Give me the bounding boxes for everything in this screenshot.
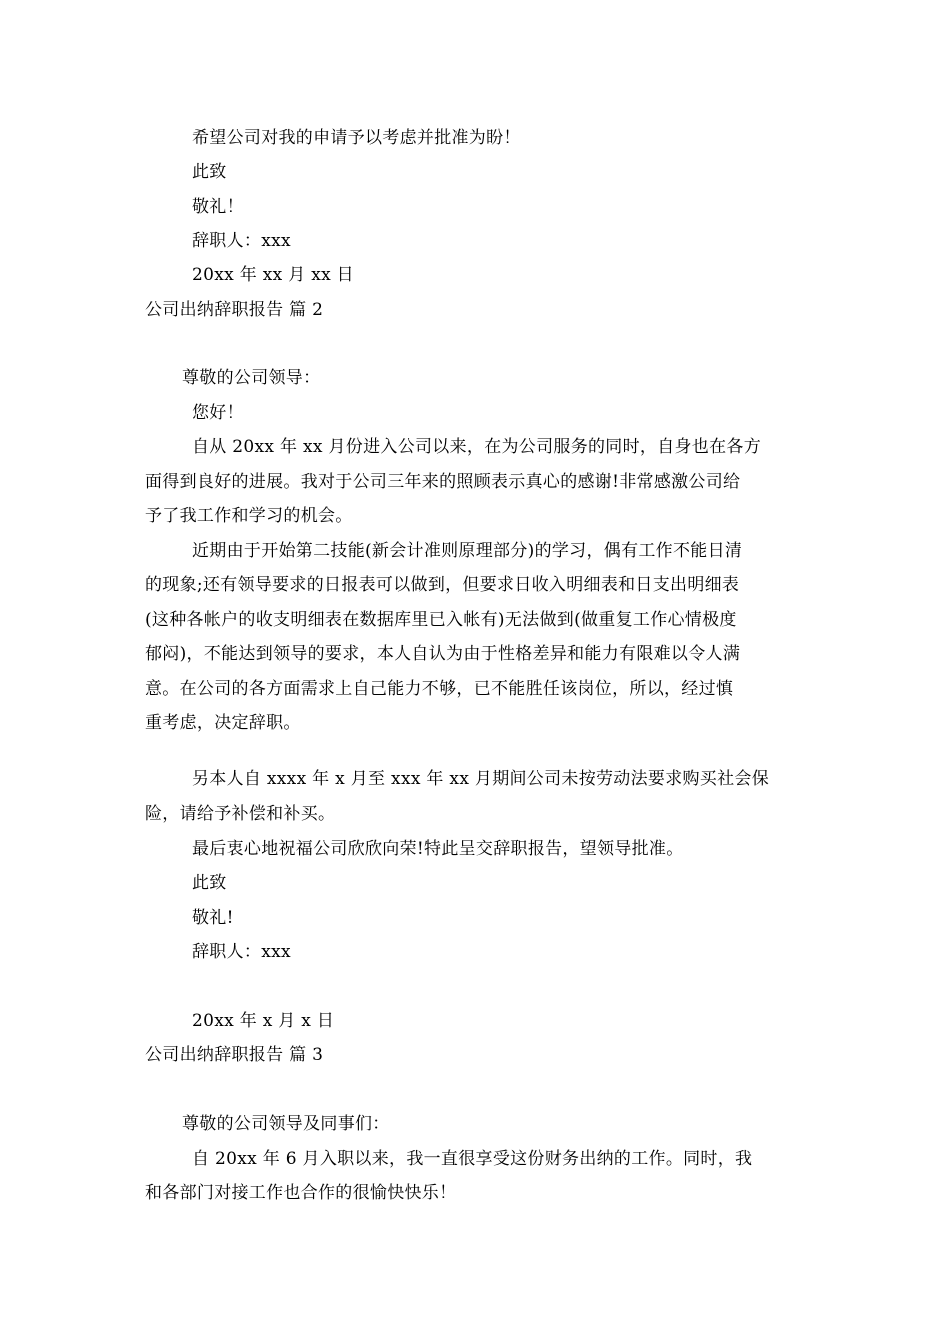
section2-heading: 公司出纳辞职报告 篇 2: [145, 300, 324, 320]
section2-greeting: 尊敬的公司领导：: [182, 368, 321, 388]
section2-p1-line2: 面得到良好的进展。我对于公司三年来的照顾表示真心的感谢!非常感激公司给: [145, 472, 741, 492]
section2-p2-line1: 近期由于开始第二技能(新会计准则原理部分)的学习，偶有工作不能日清: [192, 541, 743, 561]
section2-salute: 敬礼!: [192, 908, 234, 928]
section2-p3-line2: 险，请给予补偿和补买。: [145, 804, 336, 824]
section1-salute: 敬礼！: [192, 197, 244, 217]
section2-p2-line2: 的现象;还有领导要求的日报表可以做到，但要求日收入明细表和日支出明细表: [145, 575, 740, 595]
section3-p1-line1: 自 20xx 年 6 月入职以来，我一直很享受这份财务出纳的工作。同时，我: [192, 1149, 753, 1169]
section2-p2-line5: 意。在公司的各方面需求上自己能力不够，已不能胜任该岗位，所以，经过慎: [145, 679, 734, 699]
section2-p2-line4: 郁闷)，不能达到领导的要求，本人自认为由于性格差异和能力有限难以令人满: [145, 644, 741, 664]
section2-closing: 此致: [192, 873, 227, 893]
section2-p1-line3: 予了我工作和学习的机会。: [145, 506, 353, 526]
section1-request-line: 希望公司对我的申请予以考虑并批准为盼！: [192, 128, 521, 148]
section2-p3-line1: 另本人自 xxxx 年 x 月至 xxx 年 xx 月期间公司未按劳动法要求购买社会保: [192, 769, 770, 789]
section1-closing: 此致: [192, 162, 227, 182]
section3-greeting: 尊敬的公司领导及同事们：: [182, 1114, 390, 1134]
section2-p4-line1: 最后衷心地祝福公司欣欣向荣!特此呈交辞职报告，望领导批准。: [192, 839, 684, 859]
section3-p1-line2: 和各部门对接工作也合作的很愉快快乐！: [145, 1183, 457, 1203]
section1-date: 20xx 年 xx 月 xx 日: [192, 265, 354, 285]
section2-date: 20xx 年 x 月 x 日: [192, 1011, 335, 1031]
section2-signer: 辞职人：xxx: [192, 942, 291, 962]
section2-p2-line6: 重考虑，决定辞职。: [145, 713, 301, 733]
section1-signer: 辞职人：xxx: [192, 231, 291, 251]
section2-p2-line3: (这种各帐户的收支明细表在数据库里已入帐有)无法做到(做重复工作心情极度: [145, 610, 737, 630]
section2-p1-line1: 自从 20xx 年 xx 月份进入公司以来，在为公司服务的同时，自身也在各方: [192, 437, 761, 457]
section2-hello: 您好！: [192, 403, 244, 423]
section3-heading: 公司出纳辞职报告 篇 3: [145, 1045, 324, 1065]
